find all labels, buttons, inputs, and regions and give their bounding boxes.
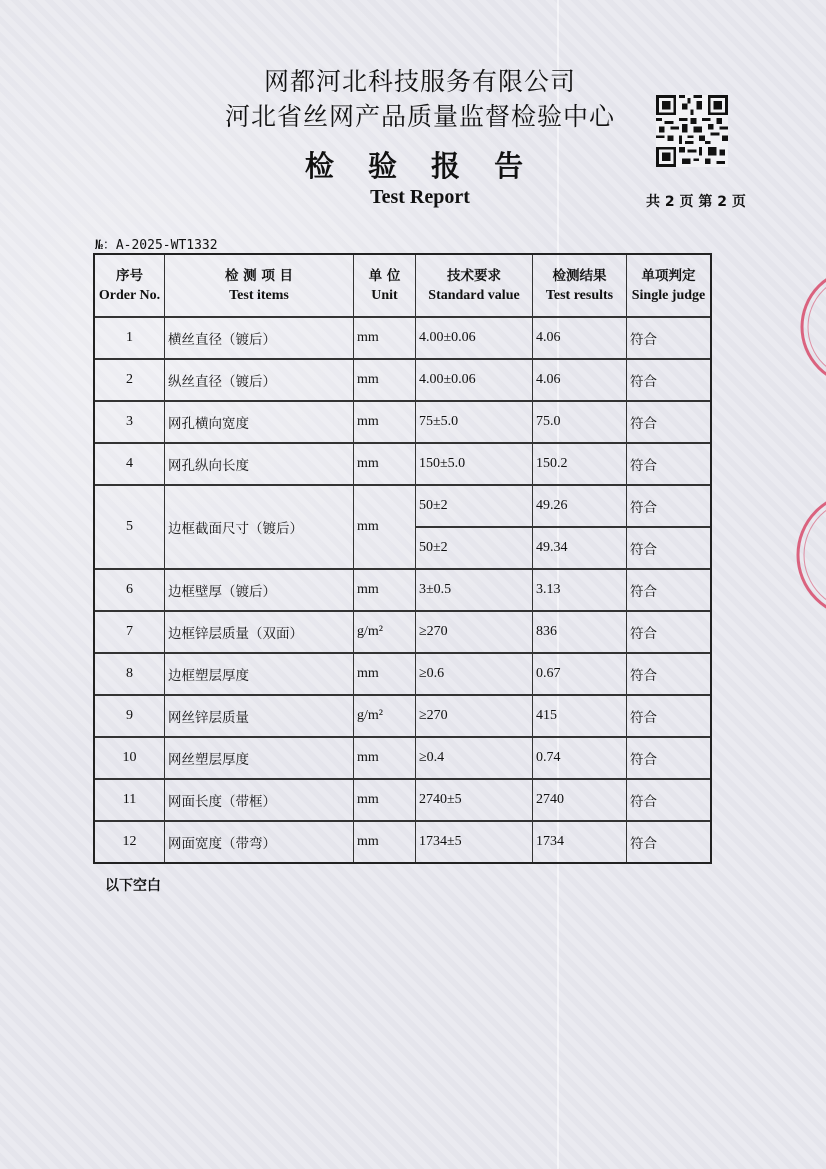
judge-cell: 符合 xyxy=(627,444,710,486)
test-results-table xyxy=(93,253,712,864)
header-test-items: 检 测 项 目 Test items xyxy=(165,255,354,318)
table-row xyxy=(95,822,710,862)
header-test-results: 检测结果 Test results xyxy=(533,255,627,318)
order-no-cell: 10 xyxy=(95,738,165,780)
order-no-cell: 3 xyxy=(95,402,165,444)
unit-cell: g/m² xyxy=(354,696,416,738)
test-result-cell: 0.74 xyxy=(533,738,627,780)
unit-cell: mm xyxy=(354,738,416,780)
test-result-cell: 4.06 xyxy=(533,360,627,402)
header-standard-value: 技术要求 Standard value xyxy=(416,255,533,318)
qr-code-icon xyxy=(656,95,728,167)
order-no-cell: 12 xyxy=(95,822,165,862)
order-no-cell: 5 xyxy=(95,486,165,570)
standard-value-cell: 75±5.0 xyxy=(416,402,533,444)
table-row xyxy=(95,444,710,486)
test-result-cell: 49.26 xyxy=(533,486,627,528)
unit-cell: g/m² xyxy=(354,612,416,654)
table-row xyxy=(95,654,710,696)
order-no-cell: 1 xyxy=(95,318,165,360)
blank-note: 以下空白 xyxy=(105,878,161,894)
red-seal-stamp xyxy=(792,262,826,392)
test-result-cell: 150.2 xyxy=(533,444,627,486)
table-row xyxy=(95,570,710,612)
order-no-cell: 9 xyxy=(95,696,165,738)
center-name: 河北省丝网产品质量监督检验中心 xyxy=(224,102,615,131)
report-number: №：A-2025-WT1332 xyxy=(95,238,218,253)
standard-value-cell: 50±2 xyxy=(416,528,533,570)
red-seal-stamp xyxy=(790,480,826,630)
unit-cell: mm xyxy=(354,402,416,444)
table-row xyxy=(95,318,710,360)
order-no-cell: 6 xyxy=(95,570,165,612)
test-item-cell: 网面宽度（带弯） xyxy=(165,822,354,862)
judge-cell: 符合 xyxy=(627,696,710,738)
order-no-cell: 8 xyxy=(95,654,165,696)
table-row xyxy=(95,402,710,444)
report-title-en: Test Report xyxy=(370,186,470,208)
test-item-cell: 边框锌层质量（双面） xyxy=(165,612,354,654)
standard-value-cell: 4.00±0.06 xyxy=(416,360,533,402)
test-item-cell: 边框截面尺寸（镀后） xyxy=(165,486,354,570)
judge-cell: 符合 xyxy=(627,360,710,402)
judge-cell: 符合 xyxy=(627,402,710,444)
header-single-judge: 单项判定 Single judge xyxy=(627,255,710,318)
table-header-row xyxy=(95,255,710,318)
unit-cell: mm xyxy=(354,780,416,822)
unit-cell: mm xyxy=(354,486,416,570)
test-item-cell: 网面长度（带框） xyxy=(165,780,354,822)
test-item-cell: 网孔纵向长度 xyxy=(165,444,354,486)
test-item-cell: 网孔横向宽度 xyxy=(165,402,354,444)
unit-cell: mm xyxy=(354,444,416,486)
order-no-cell: 11 xyxy=(95,780,165,822)
unit-cell: mm xyxy=(354,654,416,696)
judge-cell: 符合 xyxy=(627,528,710,570)
standard-value-cell: ≥270 xyxy=(416,612,533,654)
standard-value-cell: ≥270 xyxy=(416,696,533,738)
report-title-cn: 检 验 报 告 xyxy=(304,149,536,183)
test-result-cell: 75.0 xyxy=(533,402,627,444)
test-item-cell: 边框塑层厚度 xyxy=(165,654,354,696)
header-unit: 单 位 Unit xyxy=(354,255,416,318)
unit-cell: mm xyxy=(354,360,416,402)
test-item-cell: 纵丝直径（镀后） xyxy=(165,360,354,402)
standard-value-cell: ≥0.6 xyxy=(416,654,533,696)
judge-cell: 符合 xyxy=(627,738,710,780)
table-body xyxy=(95,318,710,862)
unit-cell: mm xyxy=(354,822,416,862)
standard-value-cell: ≥0.4 xyxy=(416,738,533,780)
test-result-cell: 0.67 xyxy=(533,654,627,696)
test-result-cell: 49.34 xyxy=(533,528,627,570)
unit-cell: mm xyxy=(354,570,416,612)
standard-value-cell: 2740±5 xyxy=(416,780,533,822)
standard-value-cell: 1734±5 xyxy=(416,822,533,862)
order-no-cell: 4 xyxy=(95,444,165,486)
test-item-cell: 网丝锌层质量 xyxy=(165,696,354,738)
test-result-cell: 2740 xyxy=(533,780,627,822)
header-order-no: 序号 Order No. xyxy=(95,255,165,318)
standard-value-cell: 3±0.5 xyxy=(416,570,533,612)
judge-cell: 符合 xyxy=(627,486,710,528)
page-info: 共 2 页 第 2 页 xyxy=(646,194,746,210)
test-result-cell: 3.13 xyxy=(533,570,627,612)
table-row xyxy=(95,486,710,528)
test-item-cell: 边框壁厚（镀后） xyxy=(165,570,354,612)
test-result-cell: 415 xyxy=(533,696,627,738)
table-row xyxy=(95,696,710,738)
order-no-cell: 7 xyxy=(95,612,165,654)
judge-cell: 符合 xyxy=(630,836,657,852)
test-result-cell: 1734 xyxy=(533,822,627,862)
company-name: 网都河北科技服务有限公司 xyxy=(263,67,576,96)
standard-value-cell: 4.00±0.06 xyxy=(416,318,533,360)
judge-cell: 符合 xyxy=(627,318,710,360)
unit-cell: mm xyxy=(354,318,416,360)
judge-cell: 符合 xyxy=(627,612,710,654)
order-no-cell: 2 xyxy=(95,360,165,402)
test-result-cell: 4.06 xyxy=(533,318,627,360)
test-item-cell: 横丝直径（镀后） xyxy=(165,318,354,360)
judge-cell: 符合 xyxy=(627,780,710,822)
table-row xyxy=(95,612,710,654)
standard-value-cell: 50±2 xyxy=(416,486,533,528)
table-row xyxy=(95,780,710,822)
table-row xyxy=(95,360,710,402)
test-result-cell: 836 xyxy=(533,612,627,654)
test-item-cell: 网丝塑层厚度 xyxy=(165,738,354,780)
standard-value-cell: 150±5.0 xyxy=(416,444,533,486)
table-row xyxy=(95,738,710,780)
judge-cell: 符合 xyxy=(627,654,710,696)
judge-cell: 符合 xyxy=(627,570,710,612)
